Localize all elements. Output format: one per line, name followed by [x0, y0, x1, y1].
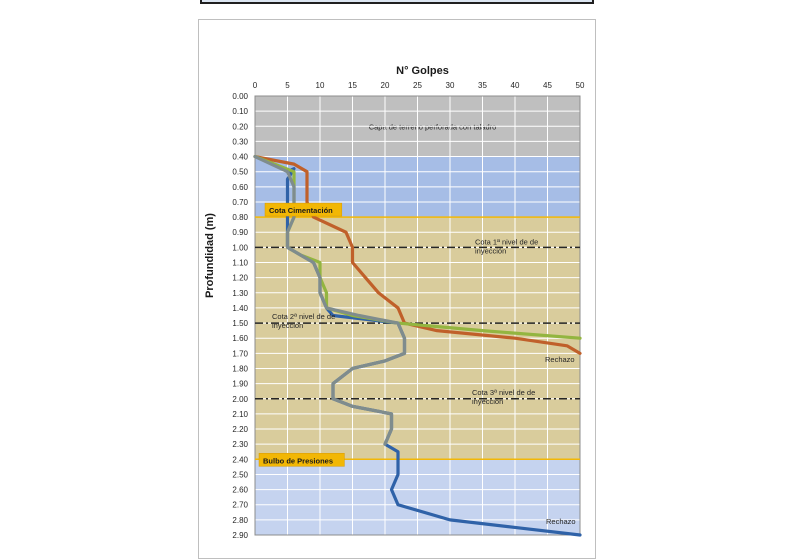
svg-text:Bulbo de Presiones: Bulbo de Presiones [263, 456, 334, 466]
label-cota-3-line2: inyección [472, 396, 504, 406]
y-tick-label: 2.30 [232, 440, 248, 450]
label-cota-1-line2: inyección [475, 246, 507, 256]
y-tick-label: 1.90 [232, 379, 248, 389]
y-tick-label: 0.80 [232, 213, 248, 223]
y-tick-label: 1.10 [232, 258, 248, 268]
band-label-0: Capa de terreno perforada con taladro [368, 122, 497, 132]
y-tick-label: 1.20 [232, 273, 248, 283]
y-tick-label: 1.60 [232, 334, 248, 344]
y-tick-label: 2.60 [232, 485, 248, 495]
x-tick-label: 45 [543, 81, 552, 90]
y-tick-label: 2.70 [232, 500, 248, 510]
x-tick-label: 30 [445, 81, 455, 90]
y-tick-label: 2.50 [232, 470, 248, 480]
label-cota-3-line1: Cota 3ª nivel de de [472, 387, 536, 397]
x-tick-label: 50 [575, 81, 585, 90]
y-tick-label: 1.70 [232, 349, 248, 359]
x-axis-title: N° Golpes [396, 65, 449, 77]
svg-text:Cota Cimentación: Cota Cimentación [269, 206, 333, 216]
label-cota-1-line1: Cota 1ª nivel de de [475, 237, 539, 247]
y-tick-label: 1.50 [232, 319, 248, 329]
y-axis-title: Profundidad (m) [204, 213, 216, 298]
x-tick-label: 25 [413, 81, 422, 90]
label-cota-2-line2: inyección [272, 321, 304, 331]
y-tick-label: 2.90 [232, 531, 248, 540]
y-tick-label: 0.50 [232, 167, 248, 177]
y-tick-label: 2.80 [232, 515, 248, 525]
label-bulbo-presiones [259, 453, 344, 466]
y-tick-label: 2.00 [232, 394, 248, 404]
y-tick-label: 1.40 [232, 303, 248, 313]
y-tick-label: 0.40 [232, 152, 248, 162]
y-tick-label: 2.10 [232, 409, 248, 419]
label-cota-cimentacion [265, 203, 342, 216]
x-tick-label: 0 [252, 81, 258, 90]
y-tick-label: 0.00 [232, 92, 248, 101]
rechazo-label-1: Rechazo [546, 517, 576, 526]
y-tick-label: 0.90 [232, 228, 248, 238]
rechazo-label-0: Rechazo [545, 355, 575, 364]
y-tick-label: 0.60 [232, 182, 248, 192]
label-cota-2-line1: Cota 2ª nivel de de [272, 312, 336, 322]
x-tick-label: 20 [380, 81, 390, 90]
y-tick-label: 1.00 [232, 243, 248, 253]
x-tick-label: 10 [315, 81, 325, 90]
x-tick-label: 5 [285, 81, 290, 90]
y-tick-label: 0.70 [232, 197, 248, 207]
y-tick-label: 1.30 [232, 288, 248, 298]
x-tick-label: 40 [510, 81, 520, 90]
y-tick-label: 0.20 [232, 122, 248, 132]
y-tick-label: 1.80 [232, 364, 248, 374]
y-tick-label: 0.30 [232, 137, 248, 147]
x-tick-label: 35 [478, 81, 487, 90]
y-tick-label: 2.20 [232, 425, 248, 435]
x-tick-label: 15 [348, 81, 357, 90]
y-tick-label: 2.40 [232, 455, 248, 465]
y-tick-label: 0.10 [232, 107, 248, 117]
